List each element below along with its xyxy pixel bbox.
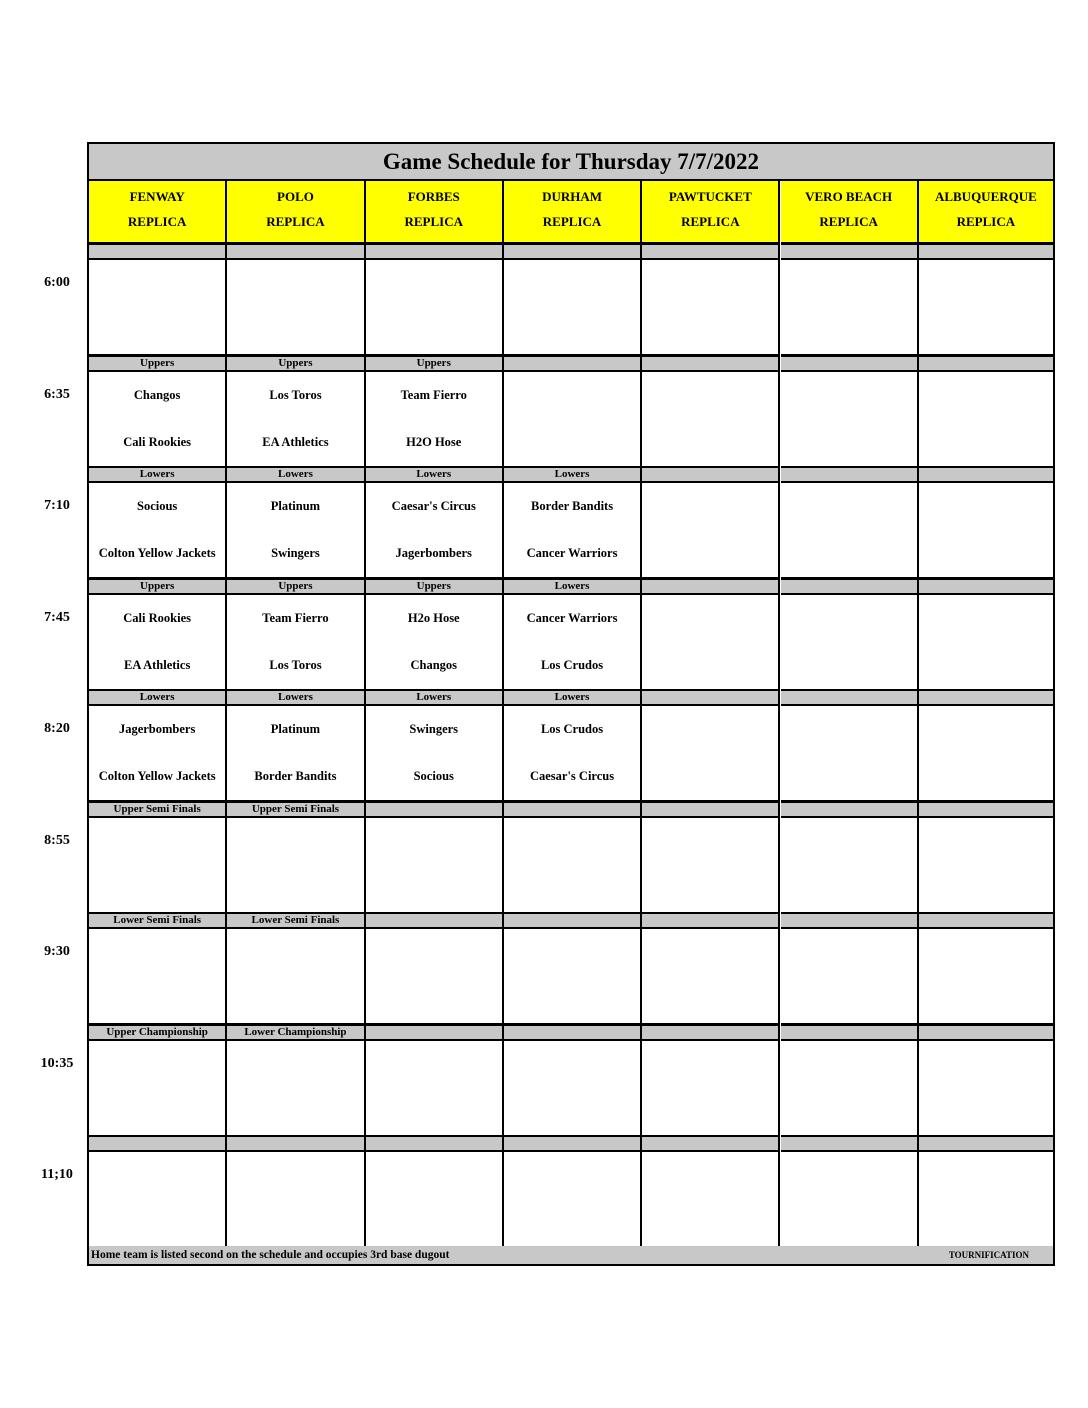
bracket-label: Uppers: [227, 579, 365, 595]
bracket-label: [504, 1136, 642, 1152]
time-slot-label: 7:10: [44, 498, 70, 513]
game-cell: [781, 595, 919, 691]
game-cell: [366, 483, 504, 579]
bracket-label: [642, 802, 780, 818]
field-type: REPLICA: [819, 214, 878, 229]
home-team: Swingers: [271, 546, 320, 560]
bracket-label: [366, 802, 504, 818]
field-type: REPLICA: [956, 214, 1016, 229]
game-cell: [504, 372, 642, 468]
game-cell: [366, 706, 504, 802]
field-header-albuquerque: [919, 181, 1053, 244]
home-team: Colton Yellow Jackets: [98, 546, 216, 560]
game-cell: [89, 595, 227, 691]
game-cell: [504, 818, 642, 914]
game-cell: [366, 818, 504, 914]
game-cell: [504, 929, 642, 1025]
home-team: Socious: [413, 769, 454, 783]
home-team: EA Athletics: [262, 434, 329, 449]
field-header-row: [89, 181, 1053, 244]
away-team: Changos: [133, 387, 181, 402]
game-cell: [642, 372, 780, 468]
bracket-label: [504, 356, 642, 372]
away-team: Border Bandits: [531, 499, 614, 513]
field-name: DURHAM: [542, 189, 602, 204]
game-cell: [919, 595, 1053, 691]
bracket-label: [919, 579, 1053, 595]
bracket-label: [89, 244, 227, 260]
time-slot-label: 10:35: [40, 1055, 74, 1071]
game-cell: [642, 818, 780, 914]
field-name: PAWTUCKET: [668, 189, 752, 204]
away-team: Cancer Warriors: [526, 610, 618, 625]
game-cell: [227, 706, 365, 802]
field-name: ALBUQUERQUE: [934, 189, 1037, 204]
page-title: Game Schedule for Thursday 7/7/2022: [89, 144, 1053, 181]
game-cell: [227, 483, 365, 579]
game-cell: [642, 929, 780, 1025]
bracket-label: Lowers: [504, 690, 642, 706]
away-team: Los Toros: [269, 387, 322, 402]
bracket-label: Lower Championship: [227, 1025, 365, 1041]
bracket-label: Lowers: [504, 467, 642, 483]
bracket-label: Lower Semi Finals: [227, 913, 365, 929]
game-cell: [781, 1152, 919, 1248]
time-slot-label: 6:00: [44, 275, 70, 290]
home-team: Caesar's Circus: [529, 769, 615, 783]
game-cell: [781, 929, 919, 1025]
game-cell: [781, 706, 919, 802]
bracket-label: [504, 244, 642, 260]
home-team: H2O Hose: [406, 434, 462, 449]
game-cell: [89, 483, 227, 579]
field-type: REPLICA: [266, 214, 325, 229]
home-team: Changos: [410, 657, 458, 672]
game-cell: [781, 1041, 919, 1137]
bracket-label: Lower Semi Finals: [89, 913, 227, 929]
game-cell: [366, 1041, 504, 1137]
bracket-label: [781, 356, 919, 372]
game-cell: [919, 818, 1053, 914]
game-cell: [642, 706, 780, 802]
game-cell: [919, 706, 1053, 802]
field-header-forbes: [366, 181, 504, 244]
away-team: Socious: [137, 499, 178, 513]
time-slot-label: 7:45: [44, 609, 70, 625]
home-team: EA Athletics: [123, 657, 191, 672]
bracket-label: Upper Championship: [89, 1025, 227, 1041]
bracket-label: [642, 690, 780, 706]
game-cell: [227, 260, 365, 356]
game-cell: [504, 595, 642, 691]
game-cell: [89, 818, 227, 914]
game-cell: [227, 929, 365, 1025]
home-team: Cancer Warriors: [526, 546, 618, 560]
bracket-label: [366, 1025, 504, 1041]
home-team: Jagerbombers: [395, 546, 472, 560]
bracket-label: Lowers: [227, 690, 365, 706]
schedule-sheet: [87, 142, 1055, 1266]
field-type: REPLICA: [127, 214, 187, 229]
away-team: Jagerbombers: [118, 722, 196, 736]
field-type: REPLICA: [542, 214, 602, 229]
home-team-note: Home team is listed second on the schedule and occupies 3rd base dugout: [91, 1249, 450, 1261]
game-cell: [642, 1152, 780, 1248]
bracket-label: [642, 244, 780, 260]
game-cell: [227, 372, 365, 468]
bracket-label: [642, 1025, 780, 1041]
game-cell: [227, 595, 365, 691]
game-cell: [504, 706, 642, 802]
bracket-label: [919, 802, 1053, 818]
field-name: FENWAY: [129, 189, 185, 204]
game-cell: [504, 483, 642, 579]
away-team: Cali Rookies: [123, 610, 191, 625]
bracket-label: Lowers: [227, 467, 365, 483]
bracket-label: [781, 913, 919, 929]
bracket-label: [642, 356, 780, 372]
field-header-pawtucket: [642, 181, 780, 244]
bracket-label: [504, 913, 642, 929]
game-cell: [366, 929, 504, 1025]
game-cell: [919, 1041, 1053, 1137]
bracket-label: Uppers: [366, 579, 504, 595]
bracket-label: [919, 1136, 1053, 1152]
game-cell: [781, 483, 919, 579]
game-cell: [89, 1152, 227, 1248]
home-team: Colton Yellow Jackets: [98, 769, 216, 783]
field-header-durham: [504, 181, 642, 244]
bracket-label: [781, 1136, 919, 1152]
bracket-label: [919, 913, 1053, 929]
bracket-label: [919, 690, 1053, 706]
bracket-label: [504, 1025, 642, 1041]
home-team: Border Bandits: [254, 769, 337, 783]
game-cell: [504, 1041, 642, 1137]
bracket-label: Upper Semi Finals: [227, 802, 365, 818]
bracket-label: [227, 1136, 365, 1152]
game-cell: [504, 1152, 642, 1248]
bracket-label: [919, 467, 1053, 483]
bracket-label: [366, 244, 504, 260]
bracket-label: [366, 1136, 504, 1152]
field-name: POLO: [277, 189, 314, 204]
game-cell: [89, 260, 227, 356]
game-cell: [642, 595, 780, 691]
away-team: Swingers: [409, 722, 459, 736]
bracket-label: [919, 244, 1053, 260]
bracket-label: [227, 244, 365, 260]
home-team: Los Toros: [269, 657, 322, 672]
field-header-vero-beach: [781, 181, 919, 244]
bracket-label: [89, 1136, 227, 1152]
game-cell: [781, 260, 919, 356]
bracket-label: [642, 1136, 780, 1152]
field-name: FORBES: [407, 189, 460, 204]
bracket-label: Lowers: [89, 467, 227, 483]
time-slot-label: 8:20: [44, 721, 70, 736]
game-cell: [89, 372, 227, 468]
game-cell: [504, 260, 642, 356]
away-team: Team Fierro: [262, 610, 329, 625]
bracket-label: [504, 802, 642, 818]
away-team: Caesar's Circus: [391, 499, 476, 513]
game-cell: [642, 483, 780, 579]
game-cell: [919, 929, 1053, 1025]
game-cell: [227, 1152, 365, 1248]
field-header-fenway: [89, 181, 227, 244]
game-cell: [366, 595, 504, 691]
brand-label: TOURNIFICATION: [948, 1250, 1029, 1260]
away-team: H2o Hose: [407, 610, 460, 625]
time-slot-label: 6:35: [44, 386, 70, 402]
game-cell: [227, 1041, 365, 1137]
bracket-label: Lowers: [366, 690, 504, 706]
bracket-label: [781, 244, 919, 260]
time-slot-label: 8:55: [44, 832, 70, 848]
bracket-label: Lowers: [504, 579, 642, 595]
bracket-label: Uppers: [366, 356, 504, 372]
game-cell: [89, 706, 227, 802]
bracket-label: [781, 690, 919, 706]
field-type: REPLICA: [404, 214, 463, 229]
field-header-polo: [227, 181, 365, 244]
game-cell: [781, 372, 919, 468]
bracket-label: [366, 913, 504, 929]
bracket-label: Lowers: [89, 690, 227, 706]
bracket-label: [642, 579, 780, 595]
bracket-label: [781, 1025, 919, 1041]
field-name: VERO BEACH: [805, 189, 893, 204]
bracket-label: Uppers: [227, 356, 365, 372]
time-slot-label: 11;10: [41, 1167, 73, 1182]
bracket-label: Uppers: [89, 356, 227, 372]
game-cell: [642, 1041, 780, 1137]
game-cell: [919, 372, 1053, 468]
bracket-label: [642, 467, 780, 483]
bracket-label: [919, 1025, 1053, 1041]
time-slot-label: 9:30: [44, 944, 70, 959]
bracket-label: Upper Semi Finals: [89, 802, 227, 818]
bracket-label: [781, 467, 919, 483]
bracket-label: [919, 356, 1053, 372]
game-cell: [366, 372, 504, 468]
game-cell: [89, 929, 227, 1025]
bracket-label: Lowers: [366, 467, 504, 483]
away-team: Platinum: [270, 499, 321, 513]
game-cell: [89, 1041, 227, 1137]
away-team: Team Fierro: [400, 387, 467, 402]
game-cell: [919, 260, 1053, 356]
game-cell: [919, 483, 1053, 579]
home-team: Cali Rookies: [123, 434, 191, 449]
home-team: Los Crudos: [540, 657, 604, 672]
game-cell: [366, 1152, 504, 1248]
field-type: REPLICA: [681, 214, 740, 229]
footer-bar: [89, 1246, 1053, 1264]
game-cell: [366, 260, 504, 356]
bracket-label: [781, 579, 919, 595]
bracket-label: [781, 802, 919, 818]
game-cell: [781, 818, 919, 914]
away-team: Platinum: [270, 722, 321, 736]
game-cell: [227, 818, 365, 914]
bracket-label: Uppers: [89, 579, 227, 595]
game-cell: [642, 260, 780, 356]
bracket-label: [642, 913, 780, 929]
game-cell: [919, 1152, 1053, 1248]
away-team: Los Crudos: [540, 722, 604, 736]
